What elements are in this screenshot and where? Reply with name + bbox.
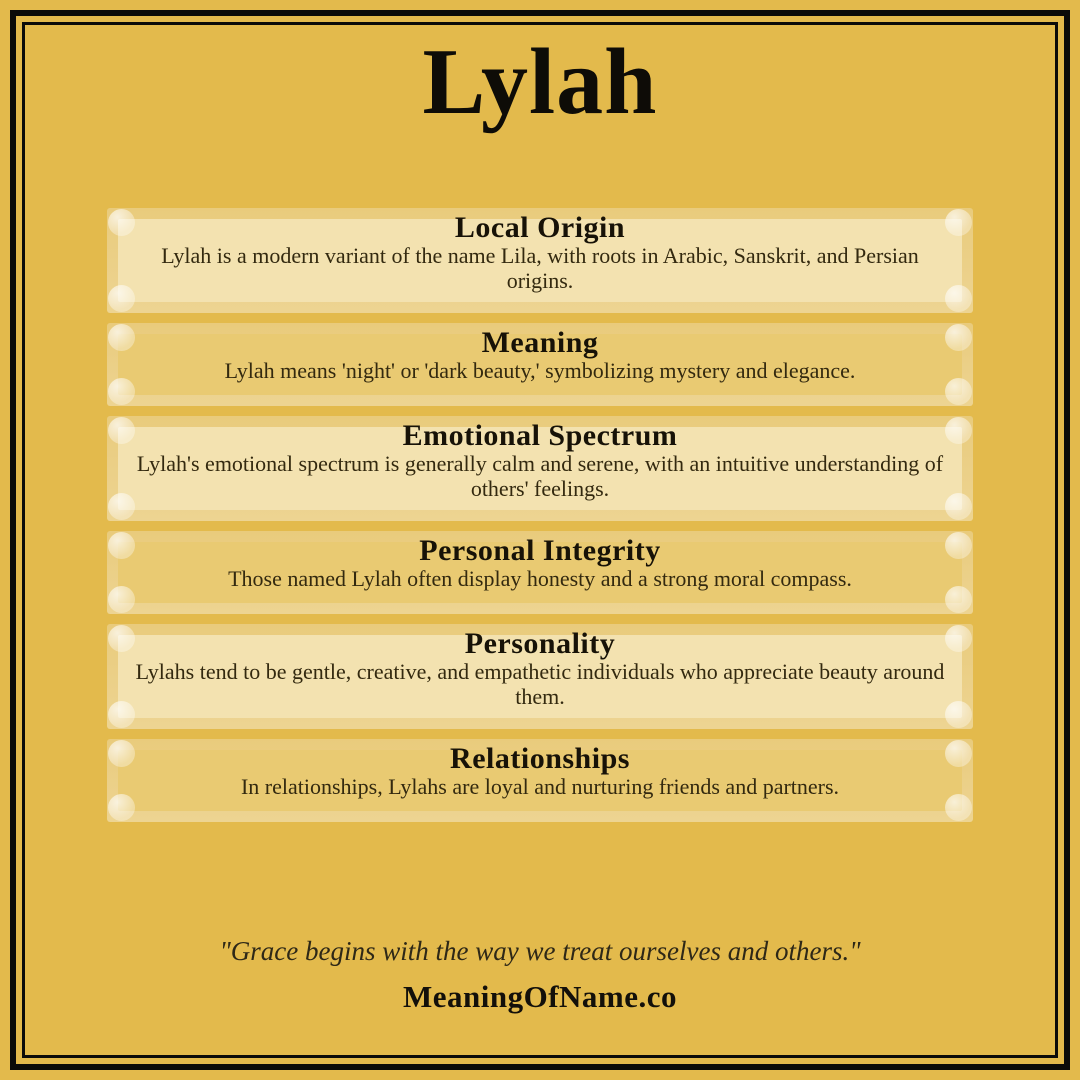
section-card [107, 323, 973, 406]
footer-quote: "Grace begins with the way we treat ourselves and others." [219, 936, 861, 966]
section-body: Those named Lylah often display honesty and a strong moral compass. [228, 566, 852, 591]
section-heading: Personal Integrity [419, 534, 661, 567]
section-body: Lylah is a modern variant of the name Lila, with roots in Arabic, Sanskrit, and Persian origins. [161, 243, 919, 293]
section-card-list [107, 208, 973, 822]
section-card [107, 416, 973, 521]
section-body: Lylah's emotional spectrum is generally calm and serene, with an intuitive understanding of others' feelings. [136, 451, 944, 501]
section-body: In relationships, Lylahs are loyal and nurturing friends and partners. [240, 774, 840, 799]
card-content [121, 534, 959, 592]
name-title: Lylah [422, 30, 658, 134]
section-heading: Local Origin [454, 211, 626, 244]
section-card [107, 208, 973, 313]
section-card [107, 531, 973, 614]
card-content [121, 326, 959, 384]
section-heading: Personality [464, 627, 616, 660]
card-content [121, 627, 959, 709]
section-card [107, 739, 973, 822]
section-body: Lylah means 'night' or 'dark beauty,' symbolizing mystery and elegance. [224, 358, 856, 383]
section-body: Lylahs tend to be gentle, creative, and empathetic individuals who appreciate beauty around them. [135, 659, 945, 709]
section-heading: Emotional Spectrum [402, 419, 678, 452]
card-content [121, 211, 959, 293]
site-name: MeaningOfName.co [402, 979, 678, 1014]
card-content [121, 419, 959, 501]
section-heading: Relationships [450, 742, 630, 775]
card-content [121, 742, 959, 800]
section-heading: Meaning [481, 326, 599, 359]
section-card [107, 624, 973, 729]
